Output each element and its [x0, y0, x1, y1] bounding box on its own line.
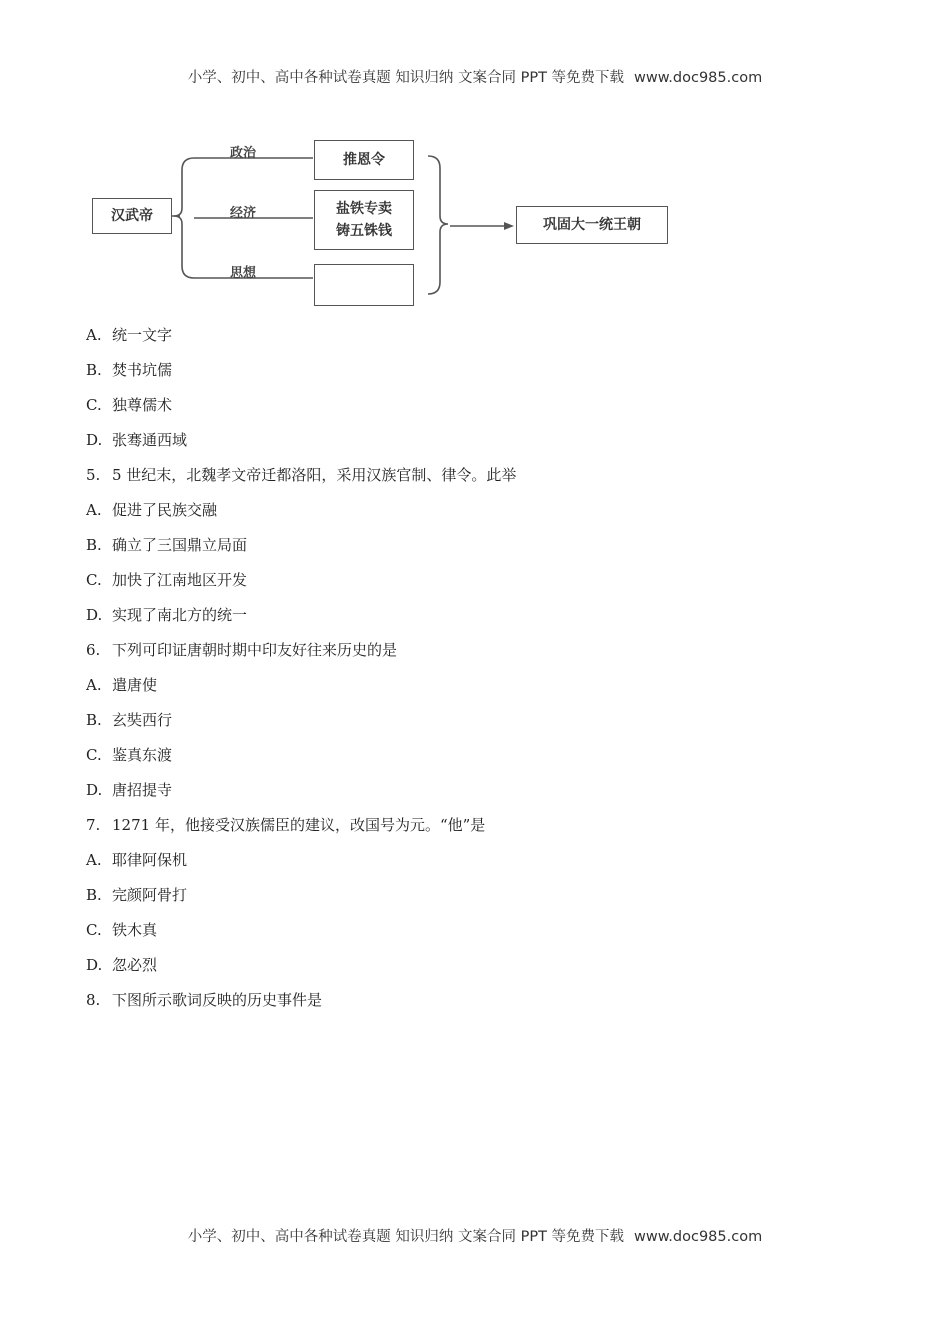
question-5-stem [86, 465, 886, 500]
option-text: 确立了三国鼎立局面 [112, 536, 248, 554]
option-a-line [86, 325, 886, 360]
option-text: 加快了江南地区开发 [112, 571, 248, 589]
option-mark: A. [86, 501, 102, 519]
header-site-link[interactable]: www.doc985.com [634, 70, 763, 86]
economy-content-line-2: 铸五铢钱 [336, 223, 392, 239]
header-text: 小学、初中、高中各种试卷真题 知识归纳 文案合同 PPT 等免费下载 [187, 70, 625, 86]
option-c-line [86, 395, 886, 430]
question-body [86, 325, 886, 1025]
branch-label-economy: 经济 [230, 206, 257, 221]
option-text: 张骞通西域 [112, 431, 188, 449]
option-text: 忽必烈 [112, 956, 158, 974]
option-text: 铁木真 [112, 921, 158, 939]
question-number: 5. [86, 466, 101, 484]
root-label: 汉武帝 [111, 208, 153, 224]
question-text: 下图所示歌词反映的历史事件是 [112, 991, 323, 1009]
option-mark: C. [86, 921, 102, 939]
question-6-stem [86, 640, 886, 675]
option-d-line [86, 780, 886, 815]
footer-text: 小学、初中、高中各种试卷真题 知识归纳 文案合同 PPT 等免费下载 [187, 1229, 625, 1245]
option-text: 玄奘西行 [112, 711, 173, 729]
option-mark: A. [86, 851, 102, 869]
page-footer [0, 1225, 950, 1246]
root-box-han-wudi [92, 198, 172, 234]
option-c-line [86, 920, 886, 955]
option-text: 完颜阿骨打 [112, 886, 188, 904]
option-text: 唐招提寺 [112, 781, 173, 799]
option-d-line [86, 430, 886, 465]
option-text: 焚书坑儒 [112, 361, 173, 379]
option-mark: C. [86, 746, 102, 764]
option-text: 促进了民族交融 [112, 501, 218, 519]
question-7-stem [86, 815, 886, 850]
branch-label-thought: 思想 [230, 266, 257, 281]
option-mark: D. [86, 956, 103, 974]
option-c-line [86, 570, 886, 605]
economy-content-line-1: 盐铁专卖 [336, 201, 392, 217]
option-mark: D. [86, 606, 103, 624]
question-text: 1271 年，他接受汉族儒臣的建议，改国号为元。“他”是 [112, 816, 486, 834]
option-b-line [86, 885, 886, 920]
option-text: 实现了南北方的统一 [112, 606, 248, 624]
option-text: 独尊儒术 [112, 396, 173, 414]
option-a-line [86, 500, 886, 535]
option-text: 耶律阿保机 [112, 851, 188, 869]
branch-label-politics: 政治 [230, 146, 257, 161]
option-b-line [86, 360, 886, 395]
option-d-line [86, 605, 886, 640]
question-number: 8. [86, 991, 101, 1009]
option-b-line [86, 535, 886, 570]
option-b-line [86, 710, 886, 745]
option-mark: D. [86, 781, 103, 799]
option-d-line [86, 955, 886, 990]
page-header [0, 66, 950, 87]
economy-content-box [314, 190, 414, 250]
option-c-line [86, 745, 886, 780]
result-label: 巩固大一统王朝 [543, 217, 641, 233]
result-box [516, 206, 668, 244]
question-text: 5 世纪末，北魏孝文帝迁都洛阳，采用汉族官制、律令。此举 [112, 466, 517, 484]
footer-site-link[interactable]: www.doc985.com [634, 1229, 763, 1245]
han-wudi-diagram [88, 136, 672, 312]
question-number: 7. [86, 816, 101, 834]
option-text: 遣唐使 [112, 676, 158, 694]
option-mark: B. [86, 536, 102, 554]
option-a-line [86, 850, 886, 885]
politics-content-box [314, 140, 414, 180]
option-mark: B. [86, 886, 102, 904]
politics-content-text: 推恩令 [343, 152, 385, 168]
option-text: 统一文字 [112, 326, 173, 344]
option-mark: C. [86, 396, 102, 414]
option-mark: B. [86, 711, 102, 729]
option-mark: A. [86, 326, 102, 344]
option-mark: A. [86, 676, 102, 694]
question-text: 下列可印证唐朝时期中印友好往来历史的是 [112, 641, 398, 659]
option-text: 鉴真东渡 [112, 746, 173, 764]
option-mark: B. [86, 361, 102, 379]
option-a-line [86, 675, 886, 710]
option-mark: D. [86, 431, 103, 449]
question-number: 6. [86, 641, 101, 659]
question-8-stem [86, 990, 886, 1025]
thought-content-blank-box [314, 264, 414, 306]
option-mark: C. [86, 571, 102, 589]
